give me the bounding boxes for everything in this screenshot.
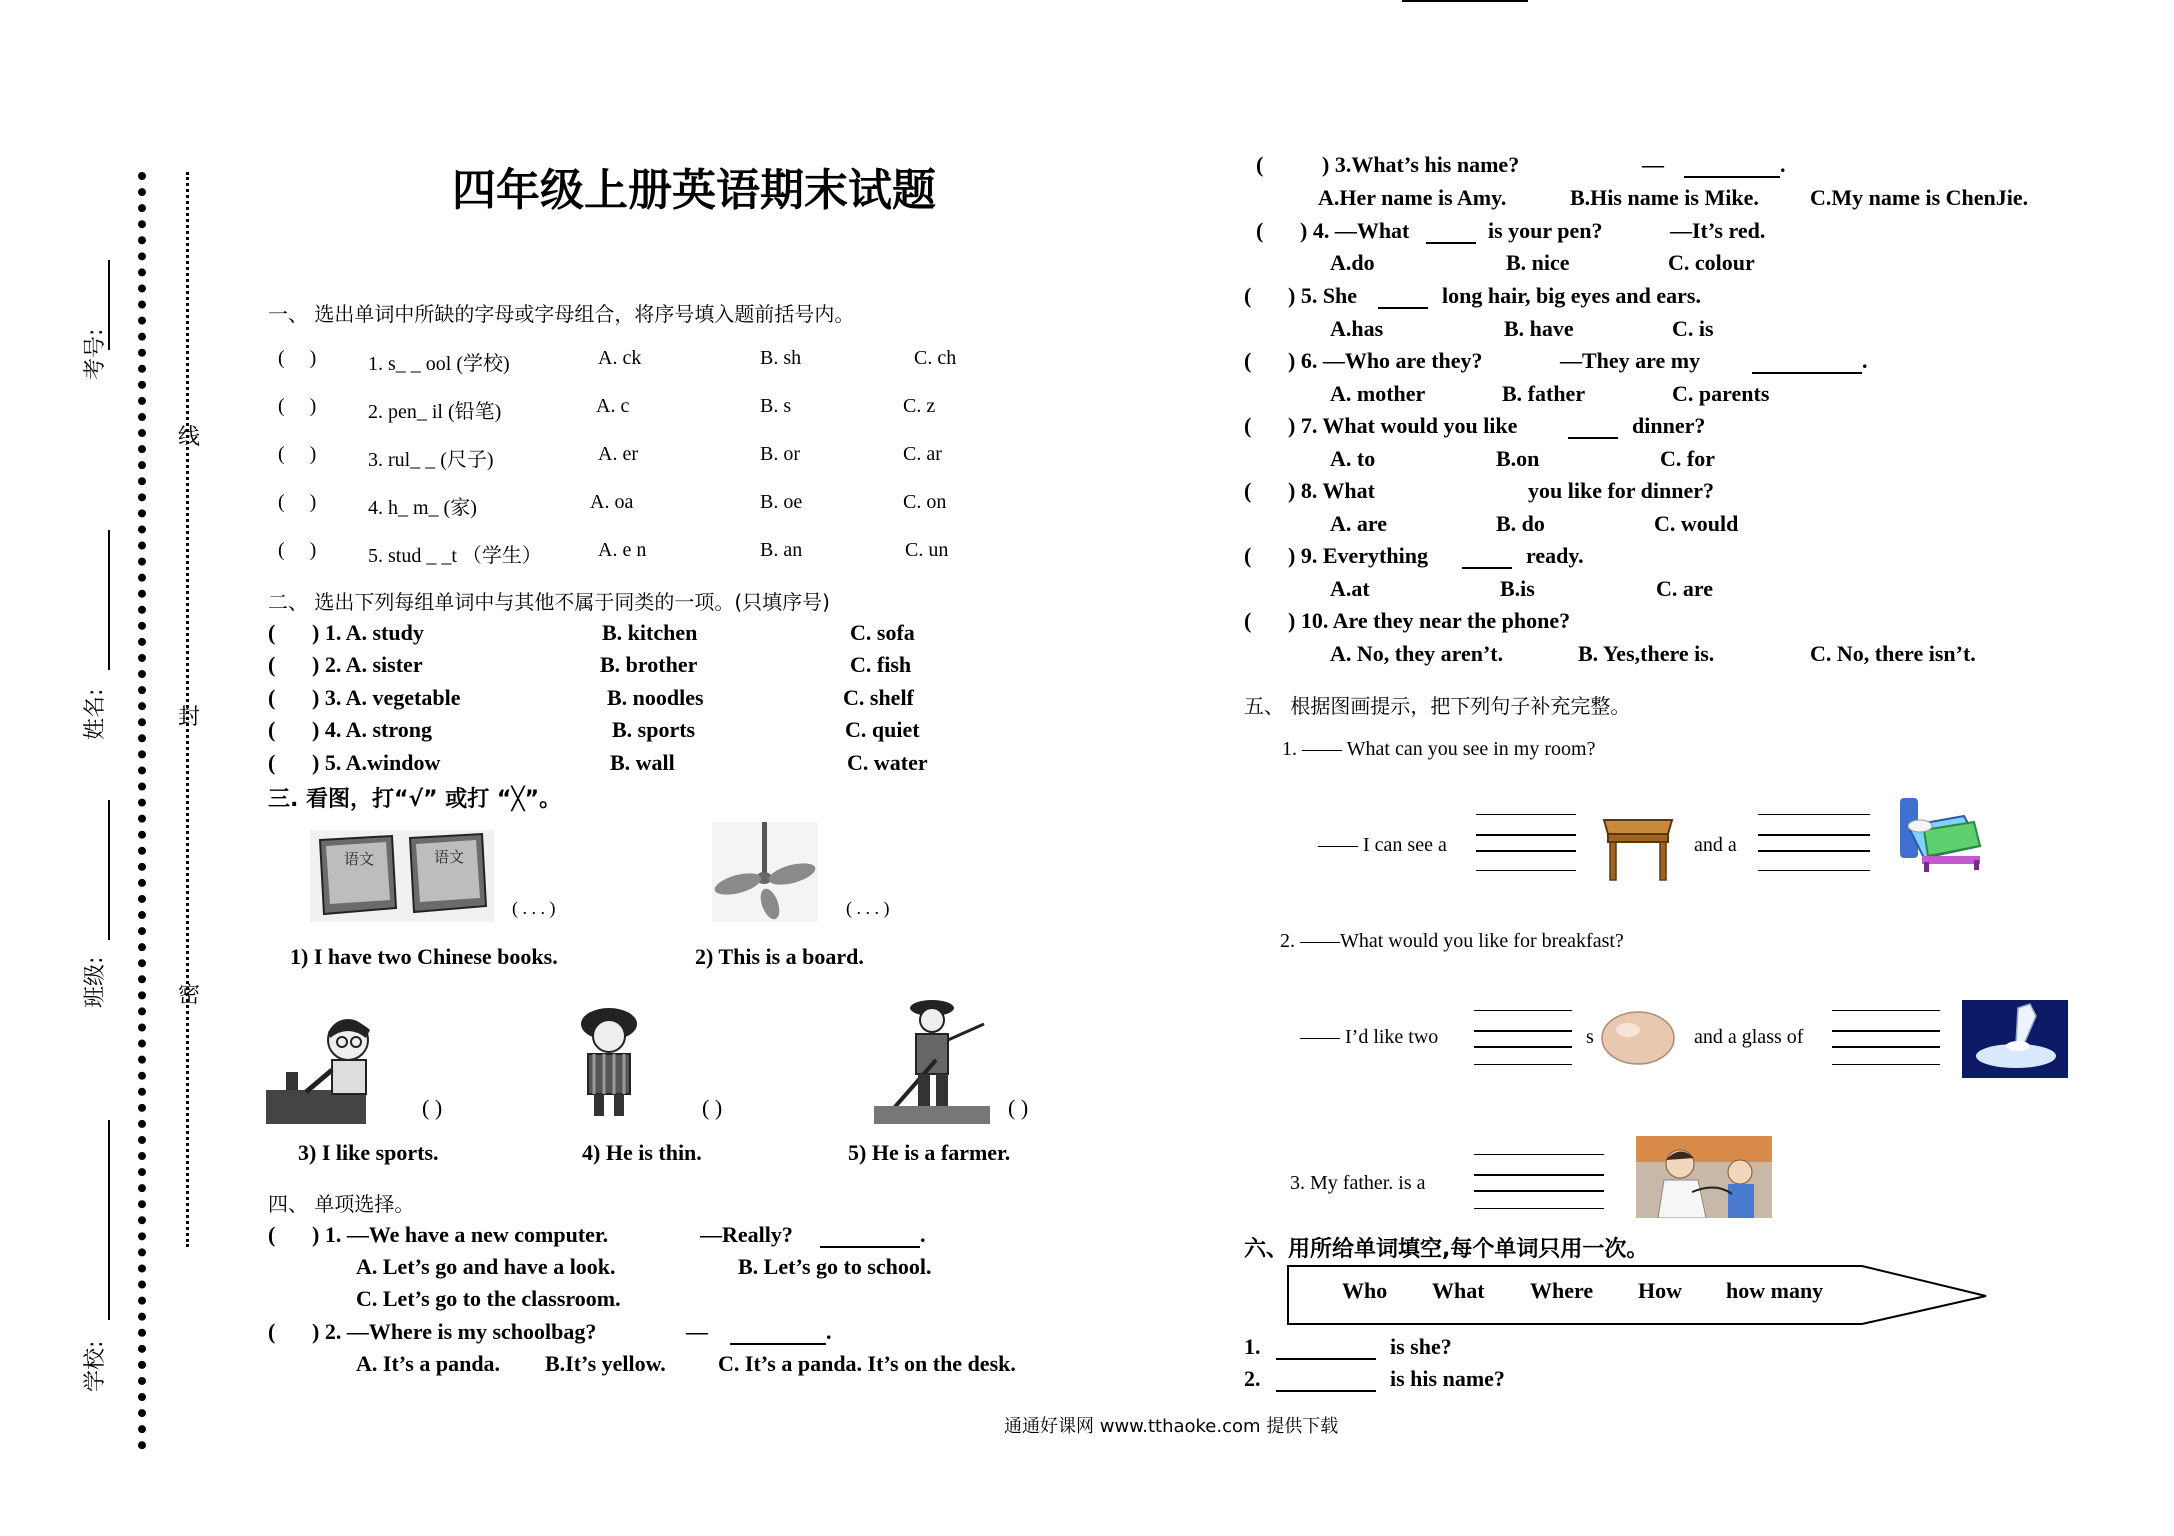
q3-option-a: A.Her name is Amy. [1318,185,1507,210]
q3-blank-line-4[interactable] [1474,1208,1604,1209]
q3-period: . [1780,152,1786,177]
option-a: A. c [596,395,630,417]
q2-blank-line-3[interactable] [1474,1046,1572,1048]
plural-s: s [1586,1026,1594,1048]
q2-blank-line-1[interactable] [1474,1010,1572,1011]
q1-blank2-line-1[interactable] [1758,814,1870,815]
word-how: How [1638,1278,1682,1303]
margin-mi: 密 [178,983,201,1008]
q4-text: ) 4. —What [1300,218,1410,243]
q4-option-c: C. colour [1668,250,1755,275]
option-b: B. sh [760,347,802,369]
q3-dash: — [1642,152,1664,177]
q6-text: ) 6. —Who are they? [1288,348,1483,373]
q3-option-c: C.My name is ChenJie. [1810,185,2029,210]
word-who: Who [1342,1278,1388,1303]
paren[interactable]: ( [268,717,276,742]
q7-option-b: B.on [1496,446,1540,471]
q6-period: . [1862,348,1868,373]
q1-blank-line-2[interactable] [1476,834,1576,836]
q1-blank2-line-4[interactable] [1758,870,1870,871]
q4-text-2: is your pen? [1488,218,1603,243]
question: ) 3. A. vegetable [312,685,461,710]
option-c: C. z [903,395,936,417]
footer-credit: 通通好课网 www.tthaoke.com 提供下载 [1004,1416,1339,1437]
q5-text: ) 5. She [1288,283,1358,308]
q4-paren[interactable]: ( [1256,218,1264,243]
sentence-2: 2) This is a board. [695,944,864,969]
option-c: C. fish [850,652,912,677]
option-a: A. ck [598,347,642,369]
answer-paren-2[interactable]: ( . . . ) [846,898,890,918]
paren[interactable]: ( ) [278,539,317,561]
answer-paren-3[interactable]: ( ) [422,1095,443,1120]
q1-blank[interactable] [820,1246,920,1248]
egg-image [1600,1010,1676,1066]
q10-option-c: C. No, there isn’t. [1810,641,1976,666]
sentence-4: 4) He is thin. [582,1140,702,1165]
margin-name: 姓名: [83,688,108,740]
sentence-5: 5) He is a farmer. [848,1140,1011,1165]
sec5-q3: 3. My father. is a [1290,1172,1426,1194]
q5-option-b: B. have [1504,316,1574,341]
margin-school-line[interactable] [108,1120,110,1320]
margin-feng: 封 [178,705,201,730]
question: ) 5. A.window [312,750,441,775]
option-a: A. e n [598,539,647,561]
paren[interactable]: ( [268,685,276,710]
option-b: B. oe [760,491,803,513]
q10-option-a: A. No, they aren’t. [1330,641,1504,666]
word-how-many: how many [1726,1278,1824,1303]
sec6-q2-blank[interactable] [1276,1390,1376,1392]
margin-school: 学校: [83,1340,108,1392]
q2-option-b: B.It’s yellow. [545,1351,666,1376]
question: 3. rul_ _ (尺子) [368,449,494,471]
page-title: 四年级上册英语期末试题 [452,165,936,216]
q3-blank-line-2[interactable] [1474,1174,1604,1176]
option-b: B. brother [600,652,698,677]
q1-option-b: B. Let’s go to school. [738,1254,932,1279]
option-c: C. un [905,539,949,561]
q3-blank[interactable] [1684,176,1780,178]
q6-option-a: A. mother [1330,381,1426,406]
sentence-3: 3) I like sports. [298,1140,439,1165]
q1-text: ) 1. —We have a new computer. [312,1222,609,1247]
q3-blank-line-3[interactable] [1474,1190,1604,1192]
q5-text-2: long hair, big eyes and ears. [1442,283,1701,308]
q2-blank2-line-4[interactable] [1832,1064,1940,1065]
books-image [310,830,494,922]
q9-text: ) 9. Everything [1288,543,1428,568]
q3-text: ) 3.What’s his name? [1322,152,1520,177]
fan-image [712,822,818,922]
sec5-q2: 2. ——What would you like for breakfast? [1280,930,1624,952]
option-a: A. er [598,443,638,465]
q2-option-c: C. It’s a panda. It’s on the desk. [718,1351,1016,1376]
q1-reply: —Really? [700,1222,793,1247]
svg-text:语文: 语文 [434,848,465,866]
q6-option-c: C. parents [1672,381,1770,406]
q2-period: . [826,1319,832,1344]
q2-paren[interactable]: ( [268,1319,276,1344]
option-c: C. on [903,491,947,513]
q8-text-2: you like for dinner? [1528,478,1715,503]
and-a: and a [1694,834,1737,856]
svg-text:语文: 语文 [344,850,375,868]
margin-exam-no-line[interactable] [108,260,110,350]
q2-blank2-line-1[interactable] [1832,1010,1940,1011]
bed-image [1894,790,1986,874]
question: ) 4. A. strong [312,717,432,742]
option-b: B. noodles [607,685,704,710]
sec5-q1: 1. —— What can you see in my room? [1282,738,1596,760]
sec1-heading: 一、 选出单词中所缺的字母或字母组合，将序号填入题前括号内。 [268,302,855,326]
option-c: C. quiet [845,717,920,742]
q9-option-b: B.is [1500,576,1535,601]
question: 5. stud _ _t （学生） [368,545,542,567]
paren[interactable]: ( [268,750,276,775]
sec5-heading: 五、 根据图画提示，把下列句子补充完整。 [1244,694,1631,718]
farmer-image [874,990,990,1124]
sec6-q2-number: 2. [1244,1366,1261,1391]
option-c: C. ch [914,347,957,369]
q8-option-b: B. do [1496,511,1545,536]
question: 4. h_ m_ (家) [368,497,477,519]
option-b: B. s [760,395,792,417]
q9-blank[interactable] [1462,567,1512,569]
q5-option-a: A.has [1330,316,1384,341]
option-c: C. shelf [843,685,914,710]
margin-class-line[interactable] [108,800,110,940]
option-c: C. ar [903,443,942,465]
q3-paren[interactable]: ( [1256,152,1264,177]
q2-blank[interactable] [730,1343,826,1345]
sec5-q1-answer: —— I can see a [1318,834,1447,856]
q3-blank-line-1[interactable] [1474,1154,1604,1155]
q1-period: . [920,1222,926,1247]
option-b: B. kitchen [602,620,698,645]
and-a-glass-of: and a glass of [1694,1026,1804,1048]
option-b: B. wall [610,750,675,775]
option-b: B. an [760,539,803,561]
q9-option-c: C. are [1656,576,1714,601]
q1-blank-line-3[interactable] [1476,850,1576,852]
question: 2. pen_ il (铅笔) [368,401,502,423]
paren[interactable]: ( [268,652,276,677]
q2-blank-line-4[interactable] [1474,1064,1572,1065]
sec5-q2-answer: —— I’d like two [1300,1026,1439,1048]
q7-paren[interactable]: ( [1244,413,1252,438]
q2-blank2-line-2[interactable] [1832,1030,1940,1032]
milk-image [1962,1000,2068,1078]
q1-paren[interactable]: ( [268,1222,276,1247]
q2-blank2-line-3[interactable] [1832,1046,1940,1048]
q9-option-a: A.at [1330,576,1370,601]
question: ) 1. A. study [312,620,424,645]
q7-text: ) 7. What would you like [1288,413,1518,438]
q6-paren[interactable]: ( [1244,348,1252,373]
q7-text-2: dinner? [1632,413,1706,438]
q2-option-a: A. It’s a panda. [356,1351,501,1376]
doctor-image [1636,1136,1772,1218]
q4-reply: —It’s red. [1670,218,1766,243]
option-b: B. or [760,443,800,465]
sec6-q1-blank[interactable] [1276,1358,1376,1360]
margin-class: 班级: [83,956,108,1008]
paren[interactable]: ( ) [278,491,317,513]
paren[interactable]: ( ) [278,443,317,465]
q8-paren[interactable]: ( [1244,478,1252,503]
sec4-heading: 四、 单项选择。 [268,1192,415,1216]
option-c: C. water [847,750,928,775]
margin-exam-no: 考号: [83,328,108,380]
q5-blank[interactable] [1378,307,1428,309]
q1-blank-line-1[interactable] [1476,814,1576,815]
q1-blank2-line-2[interactable] [1758,834,1870,836]
option-b: B. sports [612,717,696,742]
q8-option-a: A. are [1330,511,1388,536]
question: ) 2. A. sister [312,652,423,677]
sec3-heading: 三. 看图，打“√” 或打 “╳”。 [268,787,562,812]
q9-text-2: ready. [1526,543,1584,568]
paren[interactable]: ( ) [278,395,317,417]
paren[interactable]: ( [268,620,276,645]
q8-blank[interactable] [1402,0,1528,2]
q6-reply: —They are my [1560,348,1701,373]
q2-blank-line-2[interactable] [1474,1030,1572,1032]
sec6-q1-number: 1. [1244,1334,1261,1359]
q10-paren[interactable]: ( [1244,608,1252,633]
question: 1. s_ _ ool (学校) [368,353,510,375]
answer-paren-5[interactable]: ( ) [1008,1095,1029,1120]
sec2-heading: 二、 选出下列每组单词中与其他不属于同类的一项。(只填序号) [268,590,830,614]
q7-option-a: A. to [1330,446,1376,471]
margin-dotted-line-outer [138,172,146,1450]
q10-text: ) 10. Are they near the phone? [1288,608,1571,633]
q1-blank2-line-3[interactable] [1758,850,1870,852]
q4-option-b: B. nice [1506,250,1570,275]
table-image [1600,810,1676,882]
q6-option-b: B. father [1502,381,1586,406]
word-what: What [1432,1278,1485,1303]
q1-option-a: A. Let’s go and have a look. [356,1254,616,1279]
q7-blank[interactable] [1568,437,1618,439]
q9-paren[interactable]: ( [1244,543,1252,568]
margin-xian: 线 [178,425,201,450]
q8-option-c: C. would [1654,511,1739,536]
boy-at-desk-image [266,1010,394,1124]
q6-blank[interactable] [1752,372,1862,374]
sec6-q1-text: is she? [1390,1334,1452,1359]
q5-paren[interactable]: ( [1244,283,1252,308]
paren[interactable]: ( ) [278,347,317,369]
thin-boy-image [560,998,658,1122]
q2-text: ) 2. —Where is my schoolbag? [312,1319,597,1344]
q8-text: ) 8. What [1288,478,1375,503]
sec6-heading: 六、用所给单词填空,每个单词只用一次。 [1244,1237,1649,1262]
option-a: A. oa [590,491,634,513]
q4-option-a: A.do [1330,250,1375,275]
sentence-1: 1) I have two Chinese books. [290,944,558,969]
sec6-q2-text: is his name? [1390,1366,1505,1391]
answer-paren-1[interactable]: ( . . . ) [512,898,556,918]
margin-name-line[interactable] [108,530,110,670]
q2-dash: — [686,1319,708,1344]
q1-blank-line-4[interactable] [1476,870,1576,871]
q5-option-c: C. is [1672,316,1714,341]
q7-option-c: C. for [1660,446,1715,471]
option-c: C. sofa [850,620,915,645]
word-where: Where [1530,1278,1594,1303]
q1-option-c: C. Let’s go to the classroom. [356,1286,621,1311]
q4-blank[interactable] [1426,242,1476,244]
answer-paren-4[interactable]: ( ) [702,1095,723,1120]
q3-option-b: B.His name is Mike. [1570,185,1759,210]
q10-option-b: B. Yes,there is. [1578,641,1715,666]
